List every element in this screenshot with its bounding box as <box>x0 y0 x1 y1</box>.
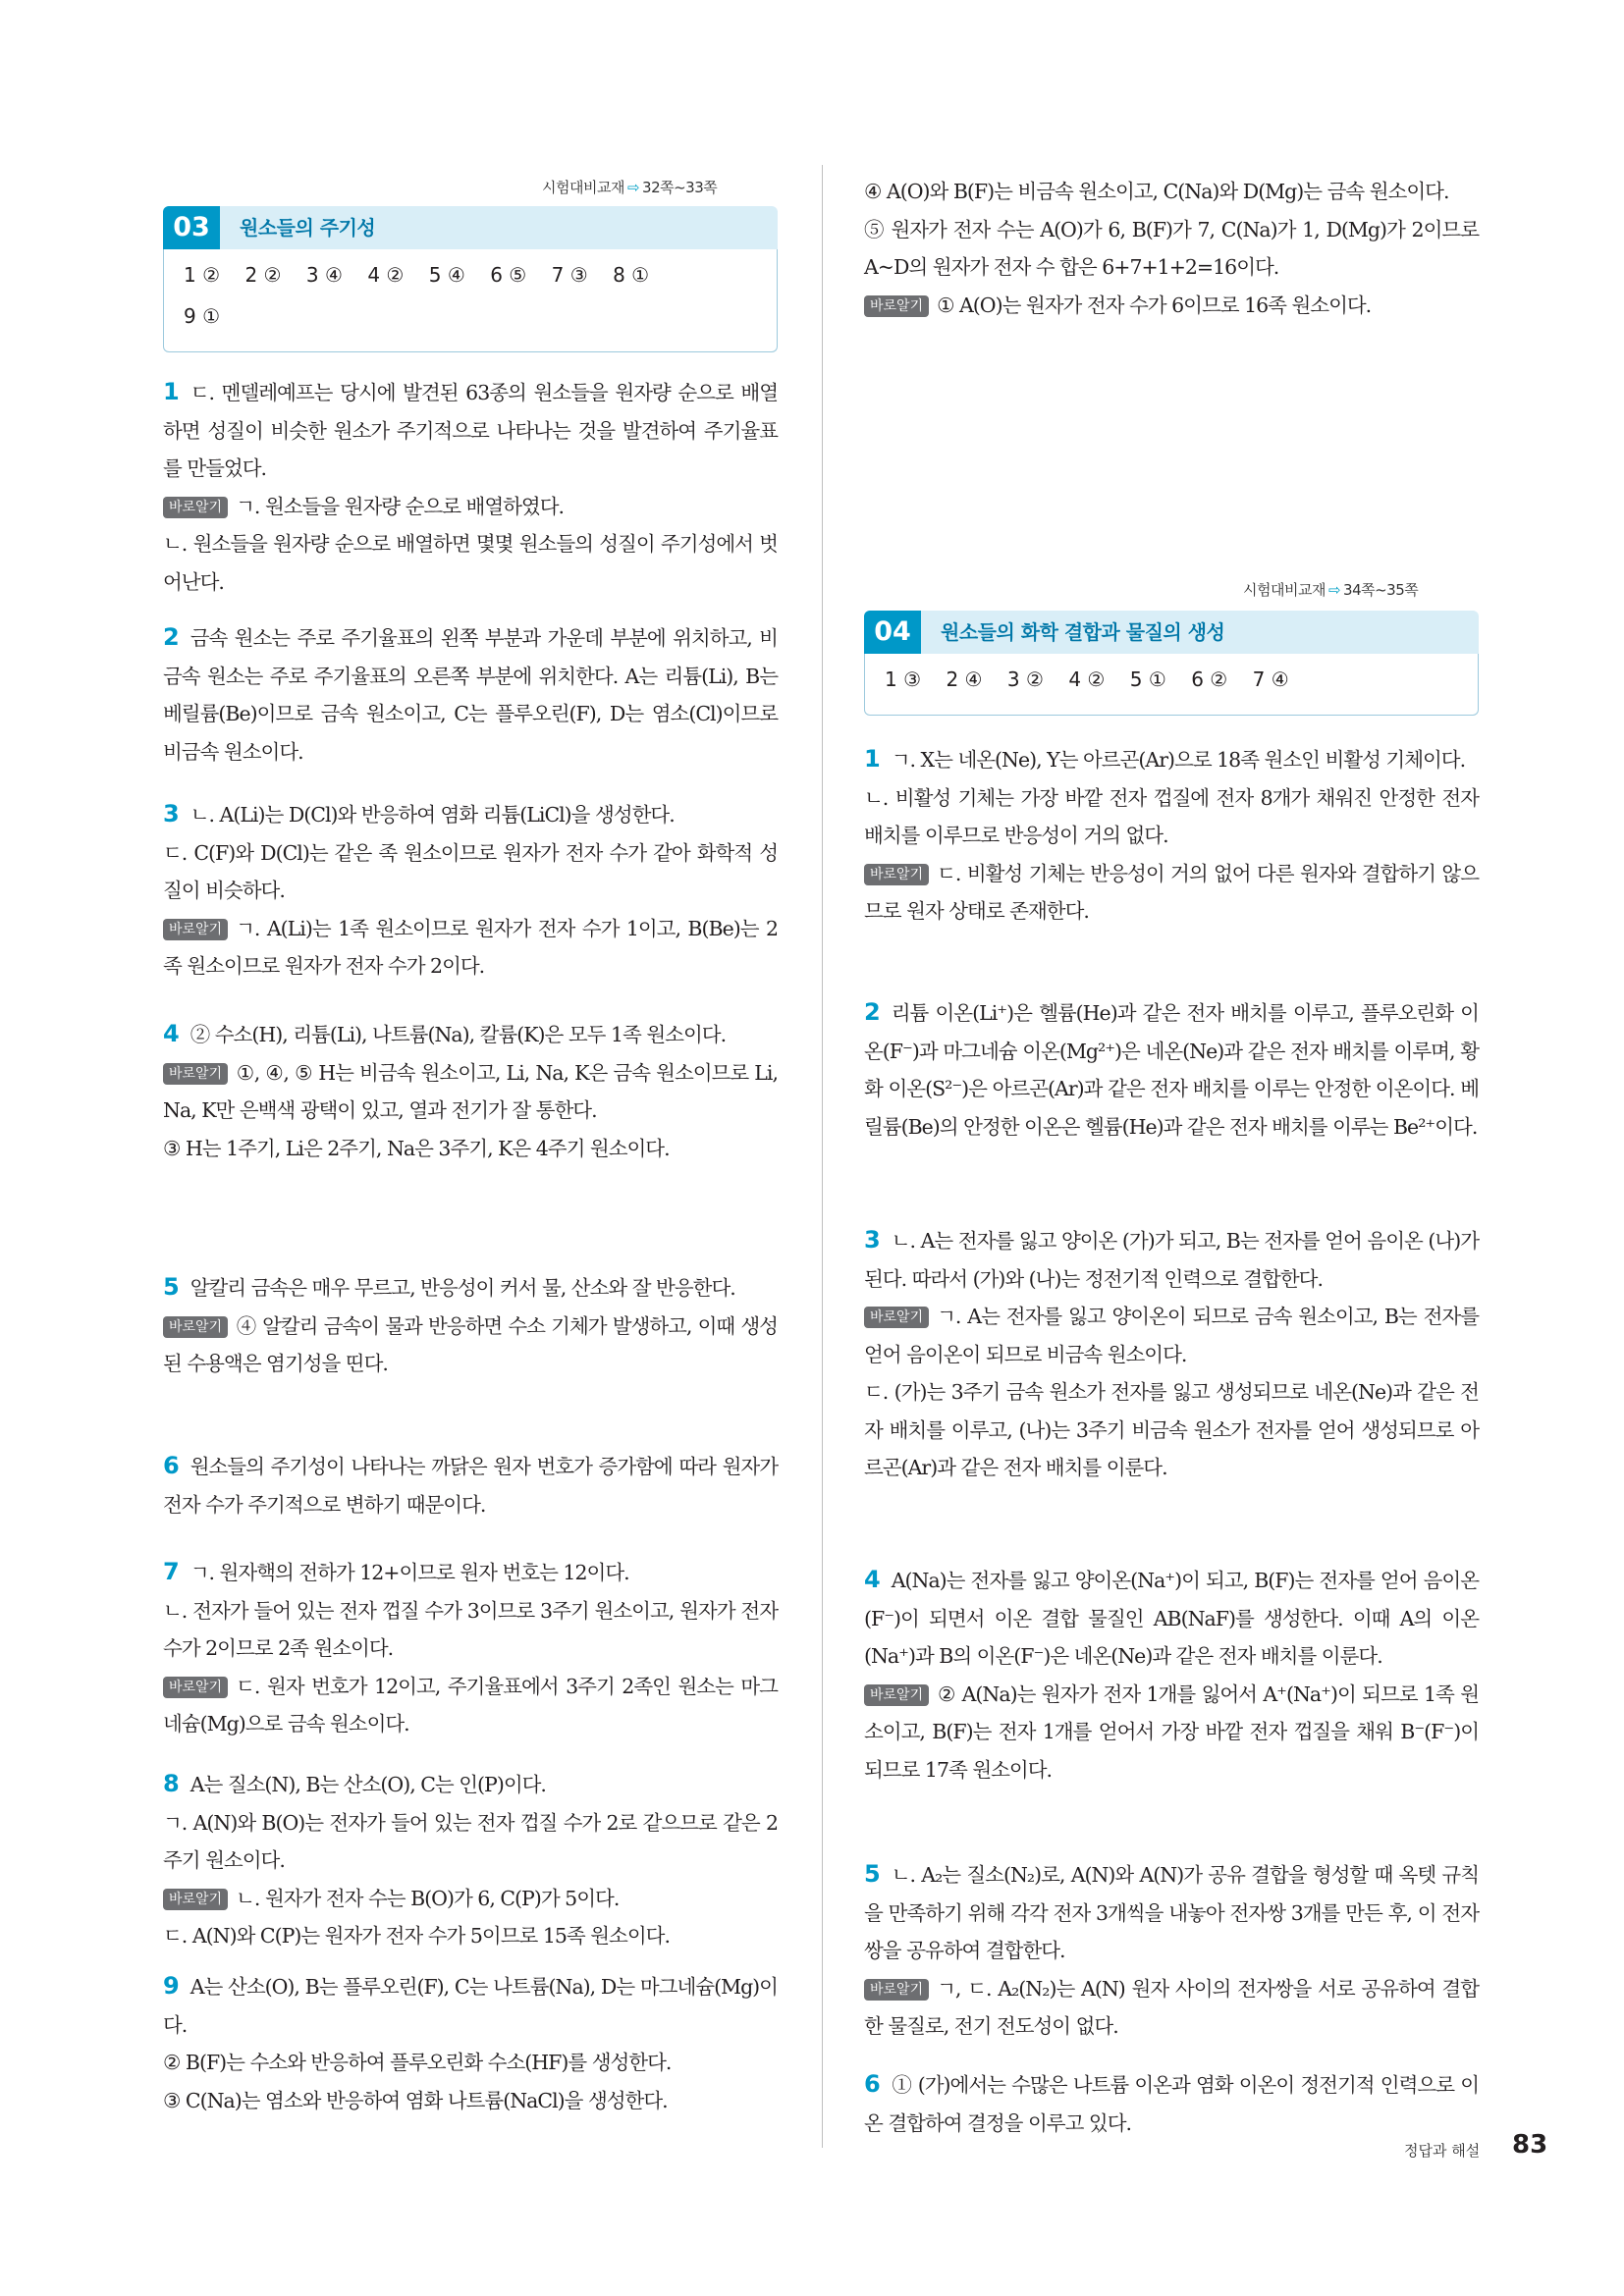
correction-badge: 바로알기 <box>864 295 929 317</box>
explanation-text <box>163 2082 778 2120</box>
correction-text <box>163 1668 778 1743</box>
correction-text <box>163 1917 778 1955</box>
correction-badge: 바로알기 <box>864 1979 929 2001</box>
correction-badge: 바로알기 <box>163 919 228 940</box>
explanation-text <box>163 373 778 488</box>
page-number: 83 <box>1512 2130 1548 2160</box>
explanation-text <box>864 1855 1479 1970</box>
correction-line: ㄷ. (가)는 3주기 금속 원소가 전자를 잃고 생성되므로 네온(Ne)과 같은 전자 배치를 이루고, (나)는 3주기 비금속 원소가 전자를 얻어 생성되므로 아르곤(Ar)과 같은 전자 배치를 이룬다. <box>864 1380 1479 1479</box>
explanation-text <box>864 211 1479 287</box>
answer-item <box>163 1765 778 1955</box>
correction-text <box>163 910 778 986</box>
question-number: 6 <box>163 1452 179 1479</box>
question-number: 8 <box>163 1770 179 1797</box>
answer-item <box>864 1561 1479 1789</box>
explanation-line: ㄴ. 비활성 기체는 가장 바깥 전자 껍질에 전자 8개가 채워진 안정한 전자 배치를 이루므로 반응성이 거의 없다. <box>864 785 1479 847</box>
answer-line: 1 ② 2 ② 3 ④ 4 ② 5 ④ 6 ⑤ 7 ③ 8 ① <box>184 263 650 287</box>
question-number: 1 <box>864 745 880 773</box>
explanation-text <box>864 1561 1479 1676</box>
section-header <box>864 611 1479 654</box>
question-number: 4 <box>864 1566 880 1593</box>
explanation-line: ㄱ. X는 네온(Ne), Y는 아르곤(Ar)으로 18족 원소인 비활성 기체이다. <box>891 748 1466 772</box>
correction-badge: 바로알기 <box>864 864 929 885</box>
answer-item <box>864 740 1479 931</box>
explanation-text <box>864 993 1479 1146</box>
explanation-line: ② 수소(H), 리튬(Li), 나트륨(Na), 칼륨(K)은 모두 1족 원소이다. <box>189 1023 727 1046</box>
answer-item <box>163 373 778 601</box>
explanation-line: A는 산소(O), B는 플루오린(F), C는 나트륨(Na), D는 마그네슘(Mg)이다. <box>163 1975 778 2037</box>
explanation-line: ㄷ. C(F)와 D(Cl)는 같은 족 원소이므로 원자가 전자 수가 같아 화학적 성질이 비슷하다. <box>163 840 778 902</box>
explanation-text <box>864 173 1479 211</box>
textbook-ref <box>542 177 717 197</box>
correction-line: ㄴ. 원자가 전자 수는 B(O)가 6, C(P)가 5이다. <box>236 1886 620 1910</box>
correction-line: ㄱ. A는 전자를 잃고 양이온이 되므로 금속 원소이고, B는 전자를 얻어 음이온이 되므로 비금속 원소이다. <box>864 1305 1479 1366</box>
answer-item <box>163 1967 778 2119</box>
correction-text <box>163 1308 778 1383</box>
explanation-line: 리튬 이온(Li⁺)은 헬륨(He)과 같은 전자 배치를 이루고, 플루오린화 이온(F⁻)과 마그네슘 이온(Mg²⁺)은 네온(Ne)과 같은 전자 배치를 이루며, 황화 이온(S²⁻)은 아르곤(Ar)과 같은 전자 배치를 이루는 안정한 이온이다. 베릴륨(Be)의 안정한 이온은 헬륨(He)과 같은 전자 배치를 이루는 Be²⁺이다. <box>864 1001 1479 1139</box>
section-header <box>163 206 778 249</box>
answer-box <box>163 249 778 352</box>
correction-line: ㄷ. A(N)와 C(P)는 원자가 전자 수가 5이므로 15족 원소이다. <box>163 1924 670 1948</box>
section-number: 04 <box>864 611 921 654</box>
question-number: 9 <box>163 1972 179 2000</box>
question-number: 3 <box>163 800 179 828</box>
textbook-ref <box>1243 579 1418 600</box>
answer-box <box>864 654 1479 716</box>
answer-line: 9 ① <box>184 304 221 328</box>
correction-line: ① A(O)는 원자가 전자 수가 6이므로 16족 원소이다. <box>937 293 1372 317</box>
answer-item <box>864 1855 1479 2046</box>
question-number: 2 <box>163 623 179 651</box>
question-number: 5 <box>163 1273 179 1301</box>
question-number: 2 <box>864 998 880 1026</box>
question-number: 4 <box>163 1020 179 1047</box>
explanation-line: 원소들의 주기성이 나타나는 까닭은 원자 번호가 증가함에 따라 원자가 전자 수가 주기적으로 변하기 때문이다. <box>163 1455 778 1517</box>
correction-text <box>864 1970 1479 2046</box>
section-title: 원소들의 주기성 <box>240 216 376 240</box>
explanation-text <box>864 1221 1479 1298</box>
correction-line: ①, ④, ⑤ H는 비금속 원소이고, Li, Na, K은 금속 원소이므로 Li, Na, K만 은백색 광택이 있고, 열과 전기가 잘 통한다. <box>163 1060 778 1122</box>
correction-line: ④ 알칼리 금속이 물과 반응하면 수소 기체가 발생하고, 이때 생성된 수용액은 염기성을 띤다. <box>163 1313 778 1375</box>
explanation-text <box>864 2065 1479 2142</box>
question-number: 1 <box>163 378 179 405</box>
correction-text <box>163 1054 778 1130</box>
correction-badge: 바로알기 <box>163 1889 228 1910</box>
ref-pages: 34쪽~35쪽 <box>1343 581 1419 599</box>
correction-text <box>864 287 1479 325</box>
correction-badge: 바로알기 <box>163 497 228 518</box>
section-title: 원소들의 화학 결합과 물질의 생성 <box>941 620 1225 644</box>
correction-text <box>864 1298 1479 1373</box>
answer-item <box>163 1553 778 1743</box>
correction-text <box>163 488 778 526</box>
correction-text <box>163 525 778 601</box>
arrow-icon: ⇨ <box>626 179 640 196</box>
explanation-line: ㄴ. A는 전자를 잃고 양이온 (가)가 되고, B는 전자를 얻어 음이온 (나)가 된다. 따라서 (가)와 (나)는 정전기적 인력으로 결합한다. <box>864 1229 1479 1291</box>
explanation-text <box>163 795 778 834</box>
explanation-line: A(Na)는 전자를 잃고 양이온(Na⁺)이 되고, B(F)는 전자를 얻어 음이온(F⁻)이 되면서 이온 결합 물질인 AB(NaF)를 생성한다. 이때 A의 이온(Na⁺)과 B의 이온(F⁻)은 네온(Ne)과 같은 전자 배치를 이룬다. <box>864 1569 1479 1668</box>
question-number: 5 <box>864 1860 880 1888</box>
correction-line: ② A(Na)는 원자가 전자 1개를 잃어서 A⁺(Na⁺)이 되므로 1족 원소이고, B(F)는 전자 1개를 얻어서 가장 바깥 전자 껍질을 채워 B⁻(F⁻)이 되므로 17족 원소이다. <box>864 1682 1479 1782</box>
answer-item <box>163 1015 778 1167</box>
correction-line: ㄱ, ㄷ. A₂(N₂)는 A(N) 원자 사이의 전자쌍을 서로 공유하여 결합한 물질로, 전기 전도성이 없다. <box>864 1976 1479 2038</box>
correction-badge: 바로알기 <box>864 1307 929 1328</box>
correction-line: ㄷ. 원자 번호가 12이고, 주기율표에서 3주기 2족인 원소는 마그네슘(Mg)으로 금속 원소이다. <box>163 1674 778 1735</box>
answer-item <box>163 1447 778 1523</box>
explanation-text <box>163 1967 778 2044</box>
correction-badge: 바로알기 <box>163 1677 228 1698</box>
explanation-line: ⑤ 원자가 전자 수는 A(O)가 6, B(F)가 7, C(Na)가 1, D(Mg)가 2이므로 A~D의 원자가 전자 수 합은 6+7+1+2=16이다. <box>864 217 1479 279</box>
ref-label: 시험대비교재 <box>1243 581 1326 599</box>
explanation-line: 알칼리 금속은 매우 무르고, 반응성이 커서 물, 산소와 잘 반응한다. <box>189 1276 735 1300</box>
correction-line: ㄱ. 원소들을 원자량 순으로 배열하였다. <box>236 494 565 518</box>
section-number: 03 <box>163 206 220 249</box>
ref-pages: 32쪽~33쪽 <box>642 179 718 196</box>
explanation-line: ③ C(Na)는 염소와 반응하여 염화 나트륨(NaCl)을 생성한다. <box>163 2088 668 2112</box>
correction-line: ③ H는 1주기, Li은 2주기, Na은 3주기, K은 4주기 원소이다. <box>163 1136 670 1160</box>
explanation-line: ㄱ. A(N)와 B(O)는 전자가 들어 있는 전자 껍질 수가 2로 같으므로 같은 2주기 원소이다. <box>163 1810 778 1872</box>
correction-line: ㄱ. A(Li)는 1족 원소이므로 원자가 전자 수가 1이고, B(Be)는 2족 원소이므로 원자가 전자 수가 2이다. <box>163 916 778 978</box>
explanation-line: ① (가)에서는 수많은 나트륨 이온과 염화 이온이 정전기적 인력으로 이온 결합하여 결정을 이루고 있다. <box>864 2073 1479 2135</box>
explanation-text <box>864 740 1479 779</box>
explanation-text <box>163 2044 778 2082</box>
answer-line: 1 ③ 2 ④ 3 ② 4 ② 5 ① 6 ② 7 ④ <box>885 667 1289 691</box>
correction-badge: 바로알기 <box>163 1063 228 1085</box>
explanation-text <box>163 1804 778 1880</box>
footer-label: 정답과 해설 <box>1404 2142 1481 2160</box>
correction-badge: 바로알기 <box>864 1684 929 1706</box>
answer-item <box>163 618 778 771</box>
explanation-text <box>163 618 778 771</box>
correction-text <box>864 1676 1479 1789</box>
answer-item <box>864 2065 1479 2142</box>
explanation-line: ㄴ. A₂는 질소(N₂)로, A(N)와 A(N)가 공유 결합을 형성할 때 옥텟 규칙을 만족하기 위해 각각 전자 3개씩을 내놓아 전자쌍 3개를 만든 후, 이 전자쌍을 공유하여 결합한다. <box>864 1863 1479 1962</box>
explanation-text <box>163 834 778 910</box>
question-number: 3 <box>864 1226 880 1254</box>
explanation-line: ㄴ. 전자가 들어 있는 전자 껍질 수가 3이므로 3주기 원소이고, 원자가 전자 수가 2이므로 2족 원소이다. <box>163 1598 778 1660</box>
answer-item <box>163 1268 778 1383</box>
explanation-text <box>163 1592 778 1668</box>
explanation-line: ② B(F)는 수소와 반응하여 플루오린화 수소(HF)를 생성한다. <box>163 2051 672 2074</box>
correction-text <box>864 855 1479 931</box>
ref-label: 시험대비교재 <box>542 179 624 196</box>
column-divider <box>822 165 823 2148</box>
explanation-text <box>864 779 1479 855</box>
question-number: 7 <box>163 1558 179 1585</box>
arrow-icon: ⇨ <box>1327 581 1341 599</box>
explanation-text <box>163 1553 778 1592</box>
correction-text <box>163 1130 778 1168</box>
explanation-text <box>163 1447 778 1523</box>
question-number: 6 <box>864 2070 880 2098</box>
explanation-line: ㄱ. 원자핵의 전하가 12+이므로 원자 번호는 12이다. <box>189 1561 629 1584</box>
explanation-text <box>163 1015 778 1054</box>
explanation-line: ㄴ. A(Li)는 D(Cl)와 반응하여 염화 리튬(LiCl)을 생성한다. <box>189 803 675 827</box>
correction-line: ㄷ. 비활성 기체는 반응성이 거의 없어 다른 원자와 결합하기 않으므로 원자 상태로 존재한다. <box>864 861 1479 923</box>
answer-item <box>864 1221 1479 1487</box>
correction-line: ㄴ. 원소들을 원자량 순으로 배열하면 몇몇 원소들의 성질이 주기성에서 벗어난다. <box>163 532 778 594</box>
answer-item <box>864 993 1479 1146</box>
explanation-line: ④ A(O)와 B(F)는 비금속 원소이고, C(Na)와 D(Mg)는 금속 원소이다. <box>864 180 1449 203</box>
explanation-text <box>163 1765 778 1804</box>
correction-badge: 바로알기 <box>163 1316 228 1338</box>
explanation-line: 금속 원소는 주로 주기율표의 왼쪽 부분과 가운데 부분에 위치하고, 비금속 원소는 주로 주기율표의 오른쪽 부분에 위치한다. A는 리튬(Li), B는 베릴륨(Be)이므로 금속 원소이고, C는 플루오린(F), D는 염소(Cl)이므로 비금속 원소이다. <box>163 626 778 764</box>
explanation-text <box>163 1268 778 1308</box>
correction-text <box>864 1373 1479 1487</box>
answer-item-continued <box>864 173 1479 324</box>
correction-text <box>163 1880 778 1918</box>
answer-item <box>163 795 778 986</box>
explanation-line: ㄷ. 멘델레예프는 당시에 발견된 63종의 원소들을 원자량 순으로 배열하면 성질이 비슷한 원소가 주기적으로 나타나는 것을 발견하여 주기율표를 만들었다. <box>163 381 778 480</box>
explanation-line: A는 질소(N), B는 산소(O), C는 인(P)이다. <box>189 1773 546 1796</box>
